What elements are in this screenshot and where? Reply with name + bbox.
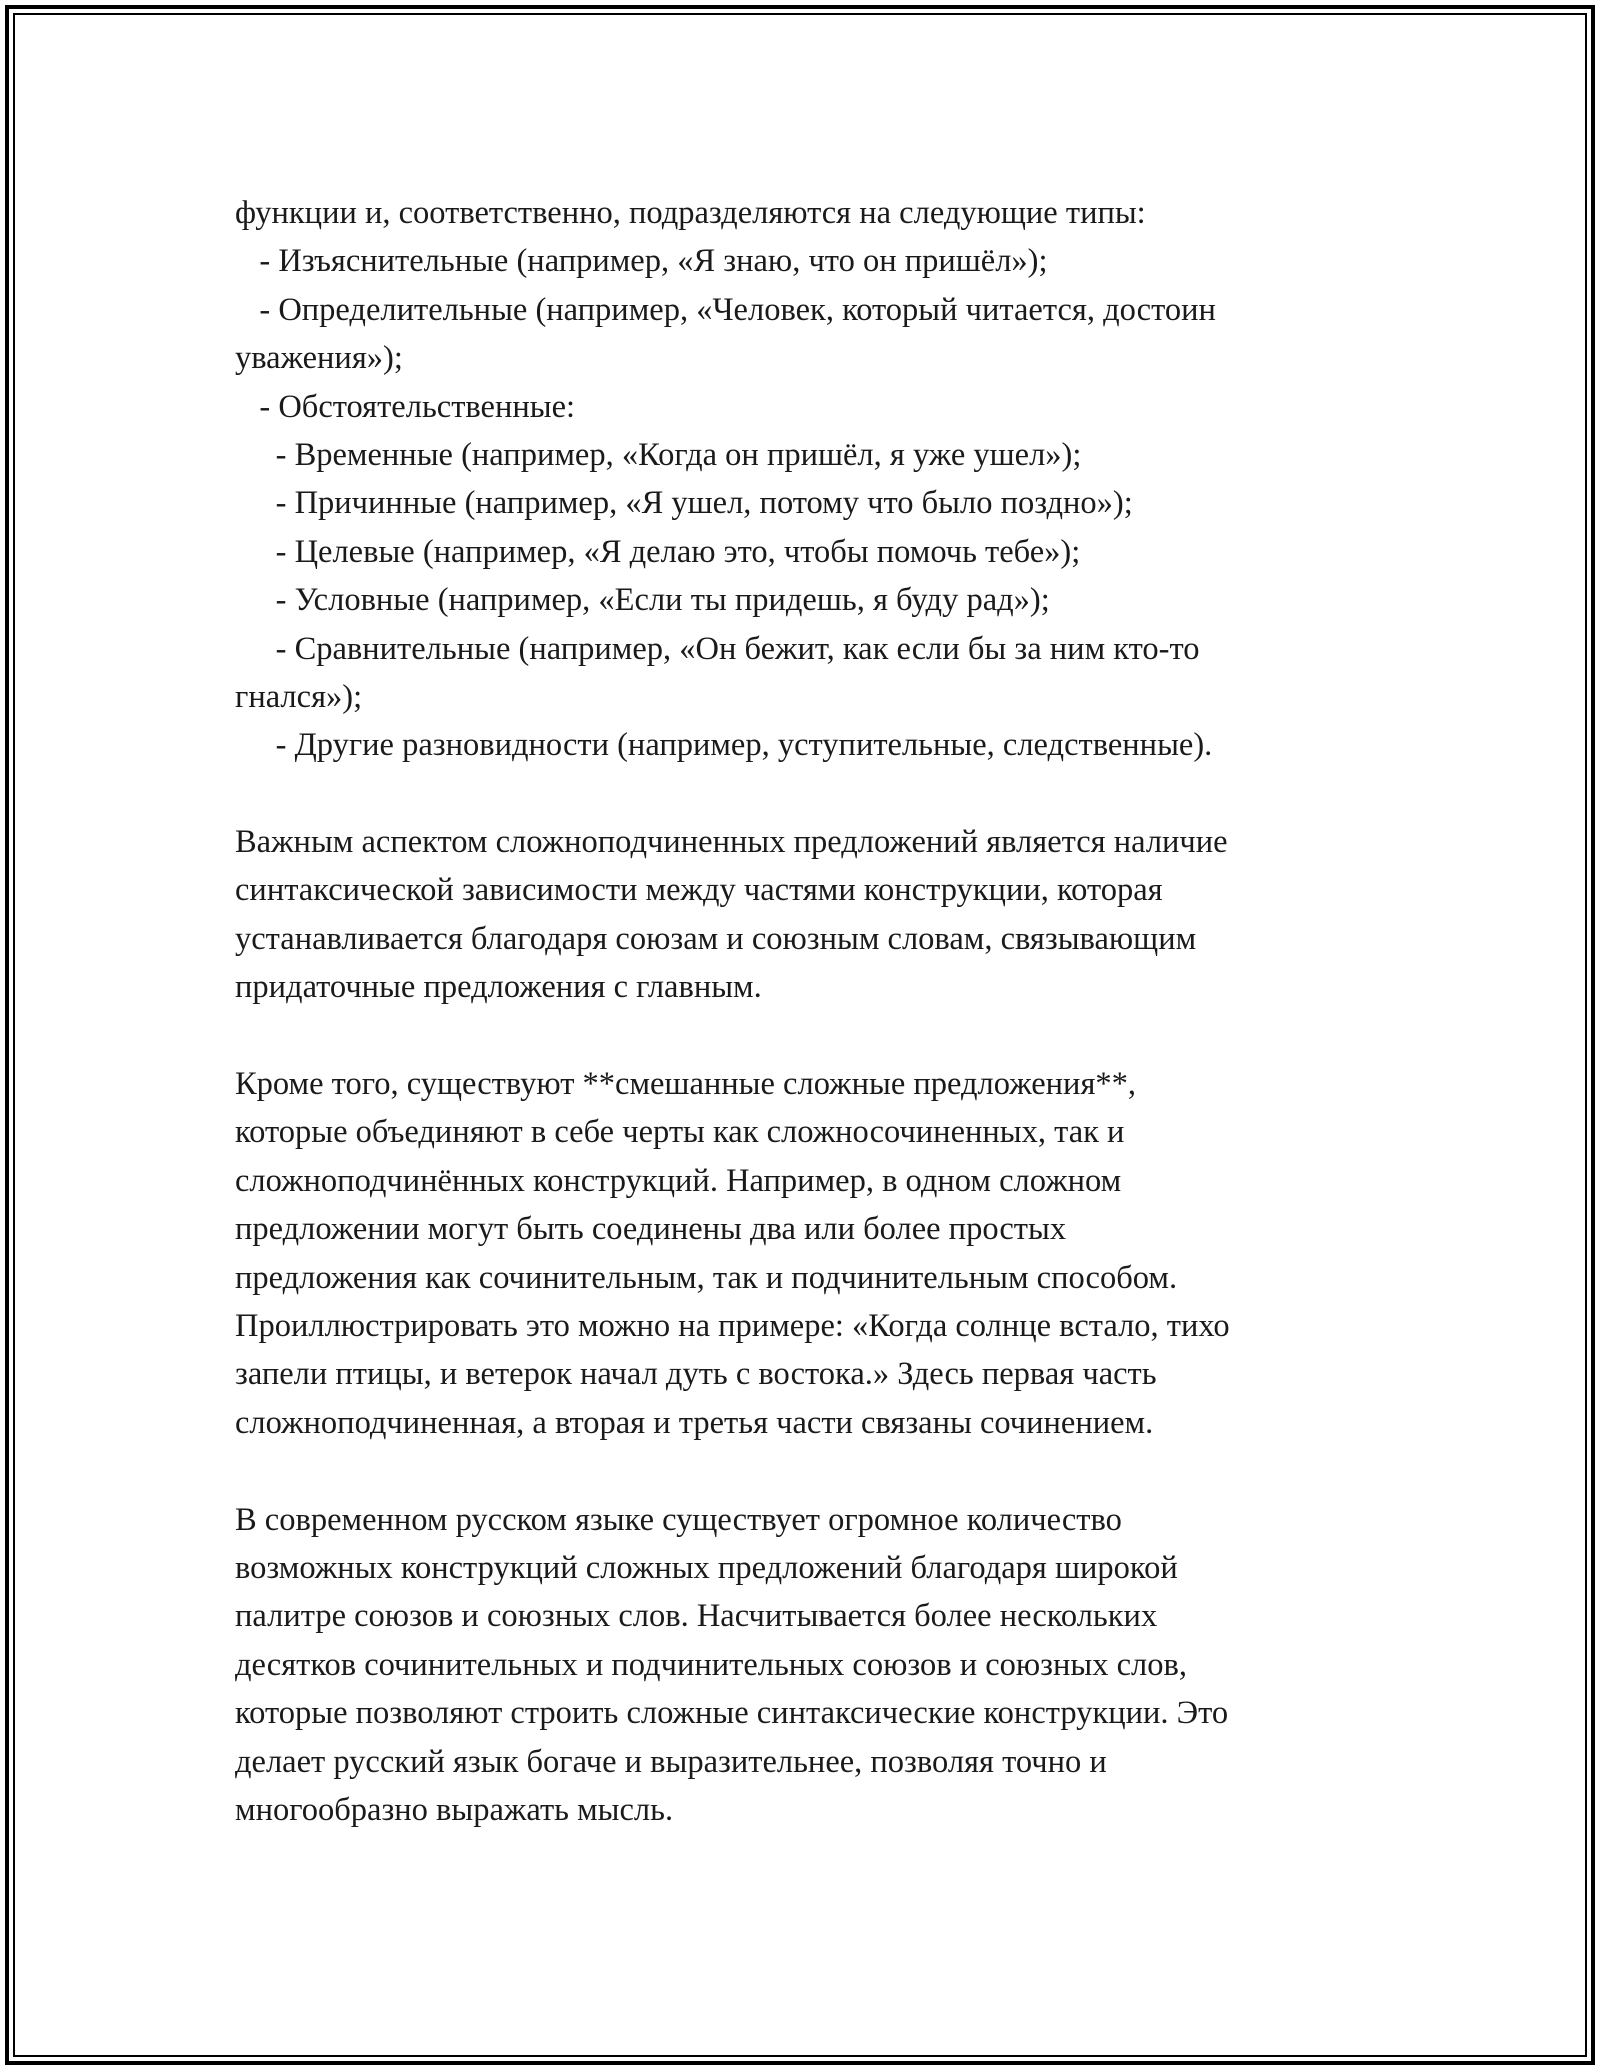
paragraph-line: устанавливается благодаря союзам и союзным словам, связывающим [235, 920, 1197, 957]
list-item-attributive-cont: уважения»); [235, 340, 403, 377]
paragraph-line: палитре союзов и союзных слов. Насчитывается более нескольких [235, 1598, 1158, 1635]
paragraph-gap [235, 770, 1395, 818]
paragraph-line: запели птицы, и ветерок начал дуть с востока.» Здесь первая часть [235, 1356, 1157, 1393]
paragraph-line: В современном русском языке существует огромное количество [235, 1501, 1122, 1538]
list-subitem-causal: - Причинные (например, «Я ушел, потому что было поздно»); [235, 485, 1133, 522]
paragraph-line: десятков сочинительных и подчинительных союзов и союзных слов, [235, 1646, 1187, 1683]
paragraph-line: которые позволяют строить сложные синтаксические конструкции. Это [235, 1695, 1229, 1732]
paragraph-gap [235, 1447, 1395, 1495]
paragraph-line: Кроме того, существуют **смешанные сложные предложения**, [235, 1066, 1137, 1103]
list-intro-line: функции и, соответственно, подразделяются на следующие типы: [235, 195, 1146, 231]
list-subitem-purpose: - Целевые (например, «Я делаю это, чтобы помочь тебе»); [235, 533, 1081, 570]
list-subitem-conditional: - Условные (например, «Если ты придешь, я буду рад»); [235, 582, 1050, 619]
paragraph-line: которые объединяют в себе черты как сложносочиненных, так и [235, 1114, 1125, 1151]
clause-type-list [235, 189, 1395, 770]
document-body [235, 189, 1395, 1834]
paragraph-modern-russian [235, 1496, 1395, 1835]
list-item-adverbial: - Обстоятельственные: [235, 388, 576, 425]
list-item-attributive: - Определительные (например, «Человек, который читается, достоин [235, 291, 1216, 328]
paragraph-line: Проиллюстрировать это можно на примере: «Когда солнце встало, тихо [235, 1307, 1230, 1344]
paragraph-line: предложении могут быть соединены два или более простых [235, 1211, 1067, 1248]
list-item-explanatory: - Изъяснительные (например, «Я знаю, что он пришёл»); [235, 243, 1048, 280]
list-subitem-comparative: - Сравнительные (например, «Он бежит, как если бы за ним кто-то [235, 630, 1200, 667]
paragraph-line: сложноподчиненная, а вторая и третья части связаны сочинением. [235, 1404, 1154, 1441]
list-subitem-temporal: - Временные (например, «Когда он пришёл, я уже ушел»); [235, 436, 1082, 473]
paragraph-line: сложноподчинённых конструкций. Например, в одном сложном [235, 1162, 1122, 1199]
list-subitem-comparative-cont: гнался»); [235, 678, 363, 715]
paragraph-line: синтаксической зависимости между частями конструкции, которая [235, 872, 1163, 909]
paragraph-line: возможных конструкций сложных предложений благодаря широкой [235, 1549, 1178, 1586]
paragraph-mixed-sentences [235, 1060, 1395, 1447]
paragraph-line: предложения как сочинительным, так и подчинительным способом. [235, 1259, 1178, 1296]
paragraph-line: многообразно выражать мысль. [235, 1791, 674, 1828]
paragraph-syntactic-dependency [235, 818, 1395, 1012]
paragraph-line: придаточные предложения с главным. [235, 969, 762, 1006]
paragraph-line: делает русский язык богаче и выразительнее, позволяя точно и [235, 1743, 1107, 1780]
paragraph-line: Важным аспектом сложноподчиненных предложений является наличие [235, 824, 1228, 861]
paragraph-gap [235, 1012, 1395, 1060]
list-subitem-other: - Другие разновидности (например, уступительные, следственные). [235, 727, 1213, 764]
